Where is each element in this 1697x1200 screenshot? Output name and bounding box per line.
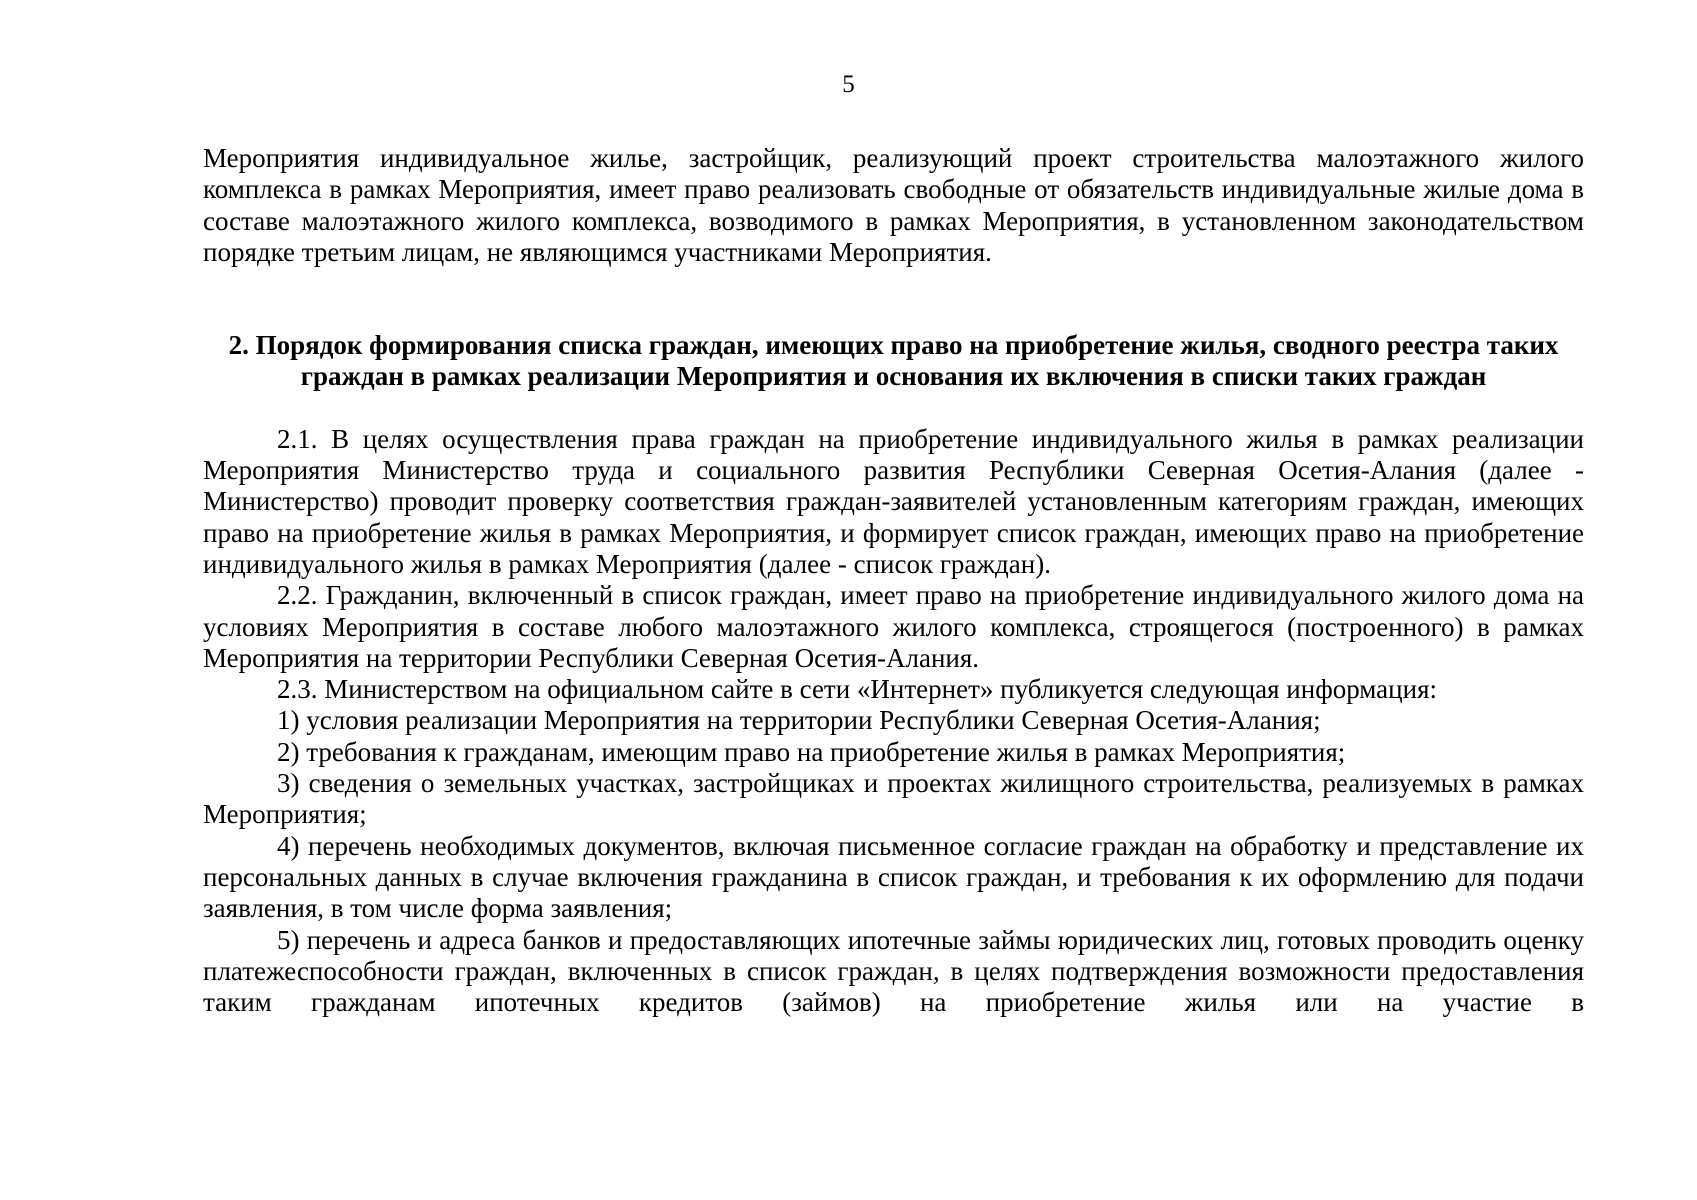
list-item-4: 4) перечень необходимых документов, включая письменное согласие граждан на обработку и представление их персональных данных в случае включения гражданина в список граждан, и требования к их оформлению для подачи заявления, в том числе форма заявления; [203,830,1584,924]
paragraph-2-2: 2.2. Гражданин, включенный в список граждан, имеет право на приобретение индивидуального жилого дома на условиях Мероприятия в составе любого малоэтажного жилого комплекса, строящегося (построенного) в рамках Мероприятия на территории Республики Северная Осетия-Алания. [203,580,1584,673]
list-item-5: 5) перечень и адреса банков и предоставляющих ипотечные займы юридических лиц, готовых проводить оценку платежеспособности граждан, включенных в список граждан, в целях подтверждения возможности предоставления таким гражданам ипотечных кредитов (займов) на приобретение жилья или на участие в [203,924,1584,1018]
list-item-3: 3) сведения о земельных участках, застройщиках и проектах жилищного строительства, реализуемых в рамках Мероприятия; [203,768,1584,830]
document-body [203,143,1584,1018]
list-item-1: 1) условия реализации Мероприятия на территории Республики Северная Осетия-Алания; [277,705,1321,736]
paragraph-2-1: 2.1. В целях осуществления права граждан на приобретение индивидуального жилья в рамках реализации Мероприятия Министерство труда и социального развития Республики Северная Осетия-Алания (далее - Министерство) проводит проверку соответствия граждан-заявителей установленным категориям граждан, имеющих право на приобретение жилья в рамках Мероприятия, и формирует список граждан, имеющих право на приобретение индивидуального жилья в рамках Мероприятия (далее - список граждан). [203,423,1584,579]
paragraph-2-3: 2.3. Министерством на официальном сайте в сети «Интернет» публикуется следующая информация: [277,674,1437,705]
intro-paragraph: Мероприятия индивидуальное жилье, застройщик, реализующий проект строительства малоэтажного жилого комплекса в рамках Мероприятия, имеет право реализовать свободные от обязательств индивидуальные жилые дома в составе малоэтажного жилого комплекса, возводимого в рамках Мероприятия, в установленном законодательством порядке третьим лицам, не являющимся участниками Мероприятия. [203,143,1584,267]
page-number: 5 [842,71,855,98]
section-2-heading: 2. Порядок формирования списка граждан, имеющих право на приобретение жилья, сводного реестра таких граждан в рамках реализации Мероприятия и основания их включения в списки таких граждан [228,330,1559,392]
list-item-2: 2) требования к гражданам, имеющим право на приобретение жилья в рамках Мероприятия; [277,736,1346,767]
